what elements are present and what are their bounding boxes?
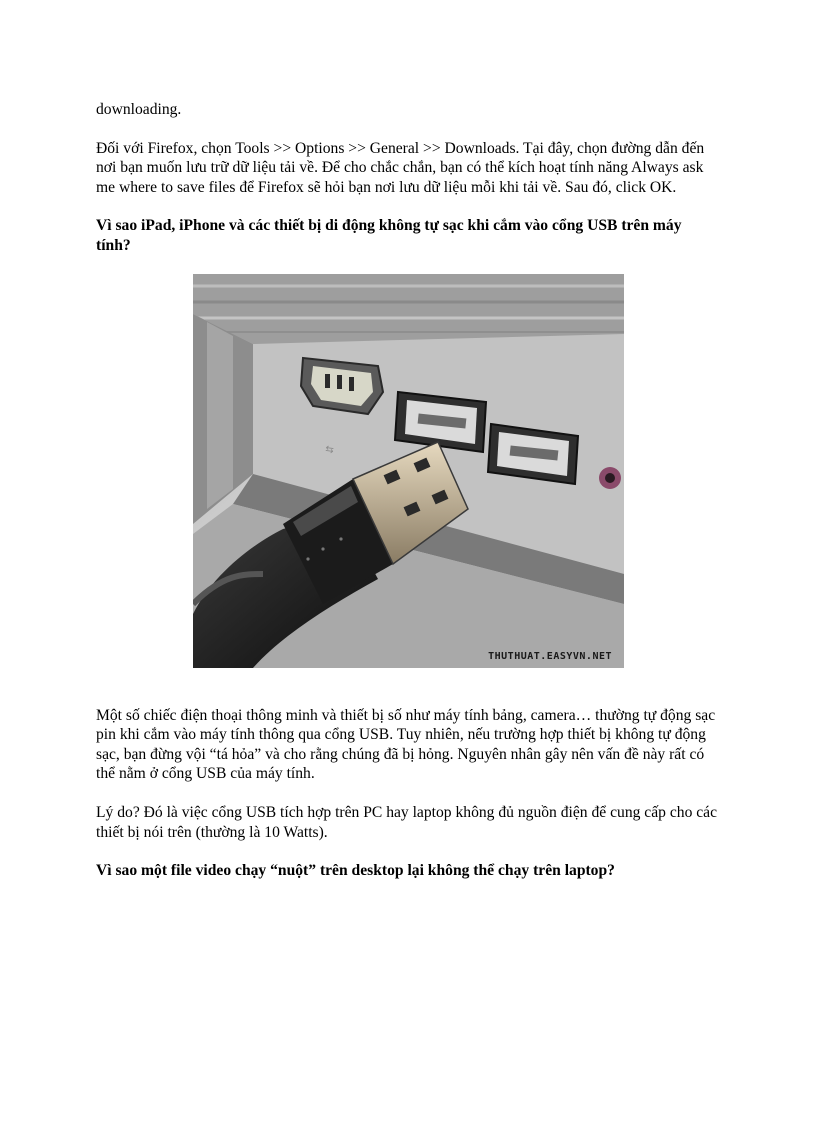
photo-watermark: THUTHUAT.EASYVN.NET: [488, 650, 612, 662]
heading-usb-charging: Vì sao iPad, iPhone và các thiết bị di động không tự sạc khi cắm vào cổng USB trên máy tính?: [96, 217, 682, 254]
paragraph-usb-power-reason: Lý do? Đó là việc cổng USB tích hợp trên PC hay laptop không đủ nguồn điện để cung cấp cho các thiết bị nói trên (thường là 10 Watts).: [96, 803, 718, 841]
paragraph-downloading: downloading.: [96, 101, 182, 118]
svg-text:⇆: ⇆: [324, 443, 335, 456]
usb-photo-illustration: [193, 274, 624, 668]
usb-port-photo: [193, 274, 624, 668]
paragraph-firefox-instructions: Đối với Firefox, chọn Tools >> Options >> General >> Downloads. Tại đây, chọn đường dẫn đến nơi bạn muốn lưu trữ dữ liệu tải về. Để cho chắc chắn, bạn có thể kích hoạt tính năng Always ask me where to save files để Firefox sẽ hỏi bạn nơi lưu dữ liệu mỗi khi tải về. Sau đó, click OK.: [96, 139, 705, 196]
heading-video-laptop: Vì sao một file video chạy “nuột” trên desktop lại không thể chạy trên laptop?: [96, 862, 615, 880]
document-page: [96, 100, 718, 881]
paragraph-usb-charging-explanation: Một số chiếc điện thoại thông minh và thiết bị số như máy tính bảng, camera… thường tự động sạc pin khi cắm vào máy tính thông qua cổng USB. Tuy nhiên, nếu trường hợp thiết bị không tự động sạc, bạn đừng vội “tá hỏa” và cho rằng chúng đã bị hỏng. Nguyên nhân gây nên vấn đề này rất có thể nằm ở cổng USB của máy tính.: [96, 706, 716, 783]
